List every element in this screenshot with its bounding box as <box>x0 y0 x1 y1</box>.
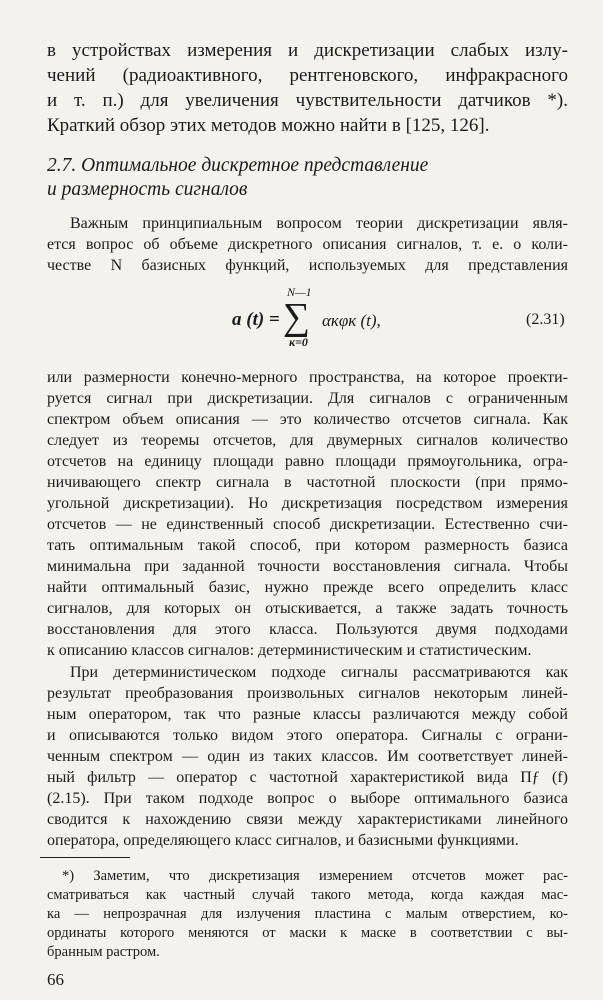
paragraph-line: ется вопрос об объеме дискретного описания сигналов, т. е. о коли- <box>47 236 568 253</box>
intro-line: Краткий обзор этих методов можно найти в [125, 126]. <box>47 115 490 136</box>
paragraph-line: найти оптимальный базис, нужно прежде всего определить класс <box>47 579 568 596</box>
equation-lhs: a (t) = <box>232 309 280 330</box>
paragraph-line: ный фильтр — оператор с частотной характеристикой вида Пƒ (f) <box>47 769 568 786</box>
paragraph-line: оператора, определяющего класс сигналов, и базисными функциями. <box>47 832 519 849</box>
equation-number: (2.31) <box>526 311 565 328</box>
paragraph-line: или размерности конечно-мерного пространства, на которое проекти- <box>47 369 568 386</box>
paragraph-line: отсчетов — не единственный способ дискретизации. Естественно счи- <box>47 516 568 533</box>
intro-line: чений (радиоактивного, рентгеновского, инфракрасного <box>47 65 568 86</box>
footnote-rule <box>40 857 130 858</box>
paragraph-line: результат преобразования произвольных сигналов некоторым линей- <box>47 685 568 702</box>
equation-body: αкφк (t), <box>322 311 381 330</box>
paragraph-line: минимальна при заданной точности восстановления сигнала. Чтобы <box>47 558 568 575</box>
paragraph-line: спектром объем описания — это количество отсчетов сигнала. Как <box>47 411 568 428</box>
footnote-line: ординаты которого меняются от маски к маске в соответствии с вы- <box>47 925 568 941</box>
paragraph-line: следует из теоремы отсчетов, для двумерных сигналов количество <box>47 432 568 449</box>
paragraph-line: (2.15). При таком подходе вопрос о выборе оптимального базиса <box>47 790 568 807</box>
paragraph-line: сводится к нахождению связи между характеристиками линейного <box>47 811 568 828</box>
footnote-line: ка — непрозрачная для излучения пластина с малым отверстием, ко- <box>47 906 568 922</box>
paragraph-line: честве N базисных функций, используемых для представления <box>47 257 568 274</box>
paragraph-line: Важным принципиальным вопросом теории дискретизации явля- <box>70 215 568 232</box>
footnote-line: *) Заметим, что дискретизация измерением отсчетов может рас- <box>62 868 568 884</box>
section-heading: и размерность сигналов <box>47 179 248 200</box>
footnote-line: сматриваться как частный случай такого метода, когда каждая мас- <box>47 887 568 903</box>
paragraph-line: восстановления для этого класса. Пользуются двумя подходами <box>47 621 568 638</box>
paragraph-line: ничивающего спектр сигнала в частотной плоскости (при прямо- <box>47 474 568 491</box>
paragraph-line: и описываются только видом этого оператора. Сигналы с ограни- <box>47 727 568 744</box>
page-number: 66 <box>47 970 64 989</box>
paragraph-line: угольной дискретизации). Но дискретизация посредством измерения <box>47 495 568 512</box>
paragraph-line: тать оптимальным такой способ, при котором размерность базиса <box>47 537 568 554</box>
paragraph-line: сигналов, для которых он отыскивается, а также задать точность <box>47 600 568 617</box>
paragraph-line: ченным спектром — один из таких классов. Им соответствует линей- <box>47 748 568 765</box>
intro-line: и т. п.) для увеличения чувствительности датчиков *). <box>47 90 568 111</box>
paragraph-line: руется сигнал при дискретизации. Для сигналов с ограниченным <box>47 390 568 407</box>
paragraph-line: к описанию классов сигналов: детерминистическим и статистическим. <box>47 642 532 659</box>
footnote-line: бранным растром. <box>47 944 160 960</box>
section-heading: 2.7. Оптимальное дискретное представление <box>47 155 429 176</box>
paragraph-line: При детерминистическом подходе сигналы рассматриваются как <box>70 664 568 681</box>
intro-line: в устройствах измерения и дискретизации слабых излу- <box>47 40 568 61</box>
paragraph-line: ным оператором, так что разные классы различаются между собой <box>47 706 568 723</box>
paragraph-line: отсчетов на единицу площади равно площади прямоугольника, огра- <box>47 453 568 470</box>
sum-lower-limit: к=0 <box>289 335 308 349</box>
sum-symbol: ∑ <box>283 296 311 338</box>
sum-upper-limit: N—1 <box>287 285 312 299</box>
equation-2-31 <box>0 285 603 355</box>
